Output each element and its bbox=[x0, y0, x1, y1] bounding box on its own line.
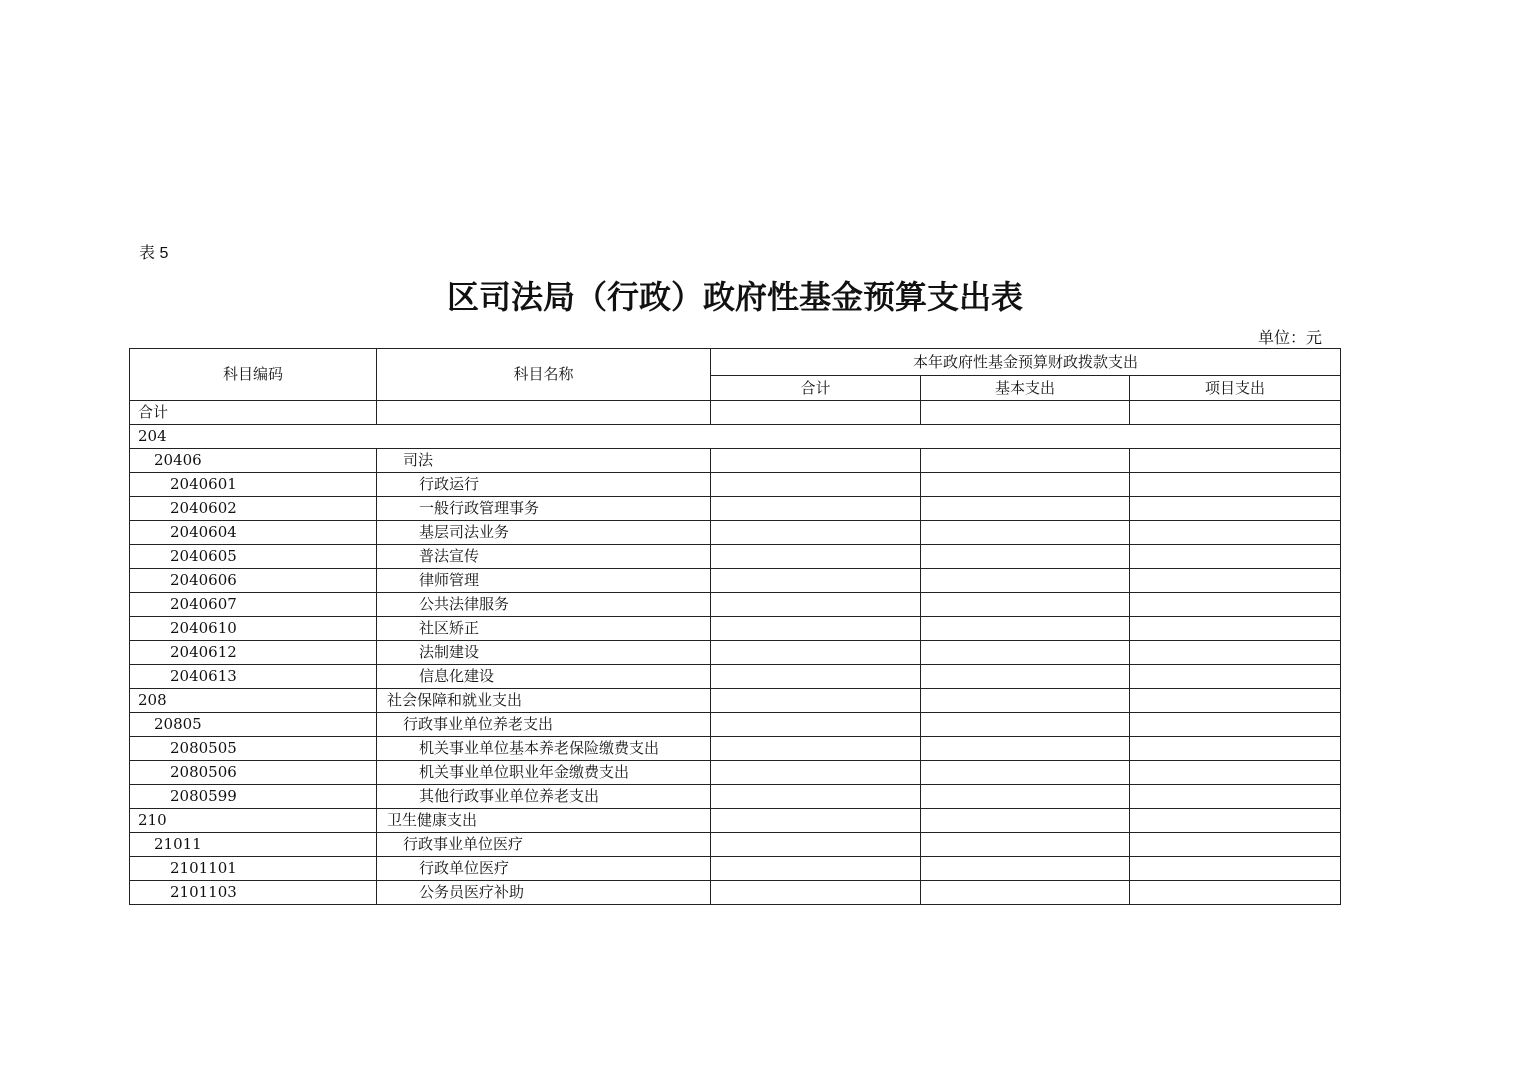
subject-code-cell: 208 bbox=[130, 689, 377, 713]
project-amount-cell bbox=[1130, 521, 1341, 545]
table-row bbox=[130, 569, 1341, 593]
subject-code-cell: 2040605 bbox=[130, 545, 377, 569]
table-row bbox=[130, 857, 1341, 881]
subject-name-cell: 行政单位医疗 bbox=[377, 857, 711, 881]
basic-amount-cell bbox=[921, 809, 1130, 833]
project-amount-cell bbox=[1130, 689, 1341, 713]
subject-name-cell: 律师管理 bbox=[377, 569, 711, 593]
page-title: 区司法局（行政）政府性基金预算支出表 bbox=[446, 278, 1023, 316]
table-row bbox=[130, 809, 1341, 833]
project-amount-cell bbox=[1130, 593, 1341, 617]
table-row bbox=[130, 593, 1341, 617]
table-row bbox=[130, 881, 1341, 905]
subject-code-cell: 2040613 bbox=[130, 665, 377, 689]
project-amount-cell bbox=[1130, 617, 1341, 641]
subject-code-cell: 20406 bbox=[130, 449, 377, 473]
subject-name-cell: 行政运行 bbox=[377, 473, 711, 497]
unit-label: 单位：元 bbox=[1258, 328, 1323, 347]
table-row bbox=[130, 617, 1341, 641]
total-amount-cell bbox=[711, 449, 921, 473]
subject-name-cell: 公共法律服务 bbox=[377, 593, 711, 617]
total-amount-cell bbox=[711, 737, 921, 761]
subject-code-cell: 2040602 bbox=[130, 497, 377, 521]
subject-name-cell: 其他行政事业单位养老支出 bbox=[377, 785, 711, 809]
table-row bbox=[130, 785, 1341, 809]
header-code: 科目编码 bbox=[130, 349, 377, 401]
subject-code-cell: 2040607 bbox=[130, 593, 377, 617]
subject-name-cell: 社区矫正 bbox=[377, 617, 711, 641]
subject-code-cell: 2080506 bbox=[130, 761, 377, 785]
basic-amount-cell bbox=[921, 473, 1130, 497]
basic-amount-cell bbox=[921, 833, 1130, 857]
table-row bbox=[130, 521, 1341, 545]
table-row bbox=[130, 641, 1341, 665]
total-amount-cell bbox=[711, 617, 921, 641]
basic-amount-cell bbox=[921, 497, 1130, 521]
basic-amount-cell bbox=[921, 569, 1130, 593]
basic-amount-cell bbox=[921, 521, 1130, 545]
header-group: 本年政府性基金预算财政拨款支出 bbox=[711, 349, 1341, 376]
subject-name-cell: 基层司法业务 bbox=[377, 521, 711, 545]
project-amount-cell bbox=[1130, 713, 1341, 737]
total-row-basic-cell bbox=[921, 401, 1130, 425]
basic-amount-cell bbox=[921, 761, 1130, 785]
project-amount-cell bbox=[1130, 449, 1341, 473]
project-amount-cell bbox=[1130, 665, 1341, 689]
table-row bbox=[130, 545, 1341, 569]
subject-name-cell: 法制建设 bbox=[377, 641, 711, 665]
subject-code-cell: 2040606 bbox=[130, 569, 377, 593]
basic-amount-cell bbox=[921, 617, 1130, 641]
table-row bbox=[130, 737, 1341, 761]
project-amount-cell bbox=[1130, 497, 1341, 521]
total-amount-cell bbox=[711, 521, 921, 545]
project-amount-cell bbox=[1130, 785, 1341, 809]
subject-name-cell: 一般行政管理事务 bbox=[377, 497, 711, 521]
table-row bbox=[130, 497, 1341, 521]
project-amount-cell bbox=[1130, 809, 1341, 833]
basic-amount-cell bbox=[921, 545, 1130, 569]
subject-name-cell: 机关事业单位基本养老保险缴费支出 bbox=[377, 737, 711, 761]
table-number-label: 表 5 bbox=[139, 245, 169, 262]
table-row bbox=[130, 761, 1341, 785]
subject-name-cell: 普法宣传 bbox=[377, 545, 711, 569]
total-amount-cell bbox=[711, 833, 921, 857]
header-name: 科目名称 bbox=[377, 349, 711, 401]
subject-code-cell: 210 bbox=[130, 809, 377, 833]
total-amount-cell bbox=[711, 593, 921, 617]
table-row bbox=[130, 833, 1341, 857]
basic-amount-cell bbox=[921, 689, 1130, 713]
total-row-label: 合计 bbox=[130, 401, 377, 425]
basic-amount-cell bbox=[921, 737, 1130, 761]
total-amount-cell bbox=[711, 497, 921, 521]
subject-code-cell: 2040601 bbox=[130, 473, 377, 497]
total-amount-cell bbox=[711, 761, 921, 785]
project-amount-cell bbox=[1130, 857, 1341, 881]
subject-code-cell: 204 bbox=[130, 425, 1341, 449]
header-project: 项目支出 bbox=[1130, 376, 1341, 401]
subject-name-cell: 机关事业单位职业年金缴费支出 bbox=[377, 761, 711, 785]
subject-name-cell: 司法 bbox=[377, 449, 711, 473]
total-amount-cell bbox=[711, 857, 921, 881]
subject-name-cell: 卫生健康支出 bbox=[377, 809, 711, 833]
project-amount-cell bbox=[1130, 569, 1341, 593]
subject-code-cell: 2080599 bbox=[130, 785, 377, 809]
table-row bbox=[130, 665, 1341, 689]
subject-name-cell: 社会保障和就业支出 bbox=[377, 689, 711, 713]
total-amount-cell bbox=[711, 713, 921, 737]
table-row bbox=[130, 449, 1341, 473]
table-row bbox=[130, 689, 1341, 713]
basic-amount-cell bbox=[921, 593, 1130, 617]
basic-amount-cell bbox=[921, 449, 1130, 473]
table-row bbox=[130, 473, 1341, 497]
subject-name-cell: 信息化建设 bbox=[377, 665, 711, 689]
total-amount-cell bbox=[711, 809, 921, 833]
table-row bbox=[130, 425, 1341, 449]
header-basic: 基本支出 bbox=[921, 376, 1130, 401]
total-amount-cell bbox=[711, 689, 921, 713]
total-row-total-cell bbox=[711, 401, 921, 425]
total-amount-cell bbox=[711, 785, 921, 809]
subject-code-cell: 2080505 bbox=[130, 737, 377, 761]
total-amount-cell bbox=[711, 641, 921, 665]
subject-code-cell: 2040612 bbox=[130, 641, 377, 665]
total-row-name-cell bbox=[377, 401, 711, 425]
project-amount-cell bbox=[1130, 641, 1341, 665]
table-row bbox=[130, 713, 1341, 737]
basic-amount-cell bbox=[921, 641, 1130, 665]
subject-code-cell: 2101103 bbox=[130, 881, 377, 905]
total-amount-cell bbox=[711, 545, 921, 569]
basic-amount-cell bbox=[921, 857, 1130, 881]
header-total: 合计 bbox=[711, 376, 921, 401]
basic-amount-cell bbox=[921, 785, 1130, 809]
total-row-project-cell bbox=[1130, 401, 1341, 425]
total-amount-cell bbox=[711, 473, 921, 497]
basic-amount-cell bbox=[921, 881, 1130, 905]
basic-amount-cell bbox=[921, 713, 1130, 737]
total-amount-cell bbox=[711, 881, 921, 905]
project-amount-cell bbox=[1130, 473, 1341, 497]
project-amount-cell bbox=[1130, 881, 1341, 905]
budget-table bbox=[129, 348, 1341, 905]
project-amount-cell bbox=[1130, 737, 1341, 761]
project-amount-cell bbox=[1130, 545, 1341, 569]
subject-code-cell: 20805 bbox=[130, 713, 377, 737]
subject-name-cell: 行政事业单位养老支出 bbox=[377, 713, 711, 737]
subject-name-cell: 行政事业单位医疗 bbox=[377, 833, 711, 857]
subject-code-cell: 2040610 bbox=[130, 617, 377, 641]
subject-name-cell: 公务员医疗补助 bbox=[377, 881, 711, 905]
subject-code-cell: 2101101 bbox=[130, 857, 377, 881]
total-row bbox=[130, 401, 1341, 425]
subject-code-cell: 21011 bbox=[130, 833, 377, 857]
basic-amount-cell bbox=[921, 665, 1130, 689]
project-amount-cell bbox=[1130, 761, 1341, 785]
project-amount-cell bbox=[1130, 833, 1341, 857]
subject-code-cell: 2040604 bbox=[130, 521, 377, 545]
total-amount-cell bbox=[711, 665, 921, 689]
total-amount-cell bbox=[711, 569, 921, 593]
